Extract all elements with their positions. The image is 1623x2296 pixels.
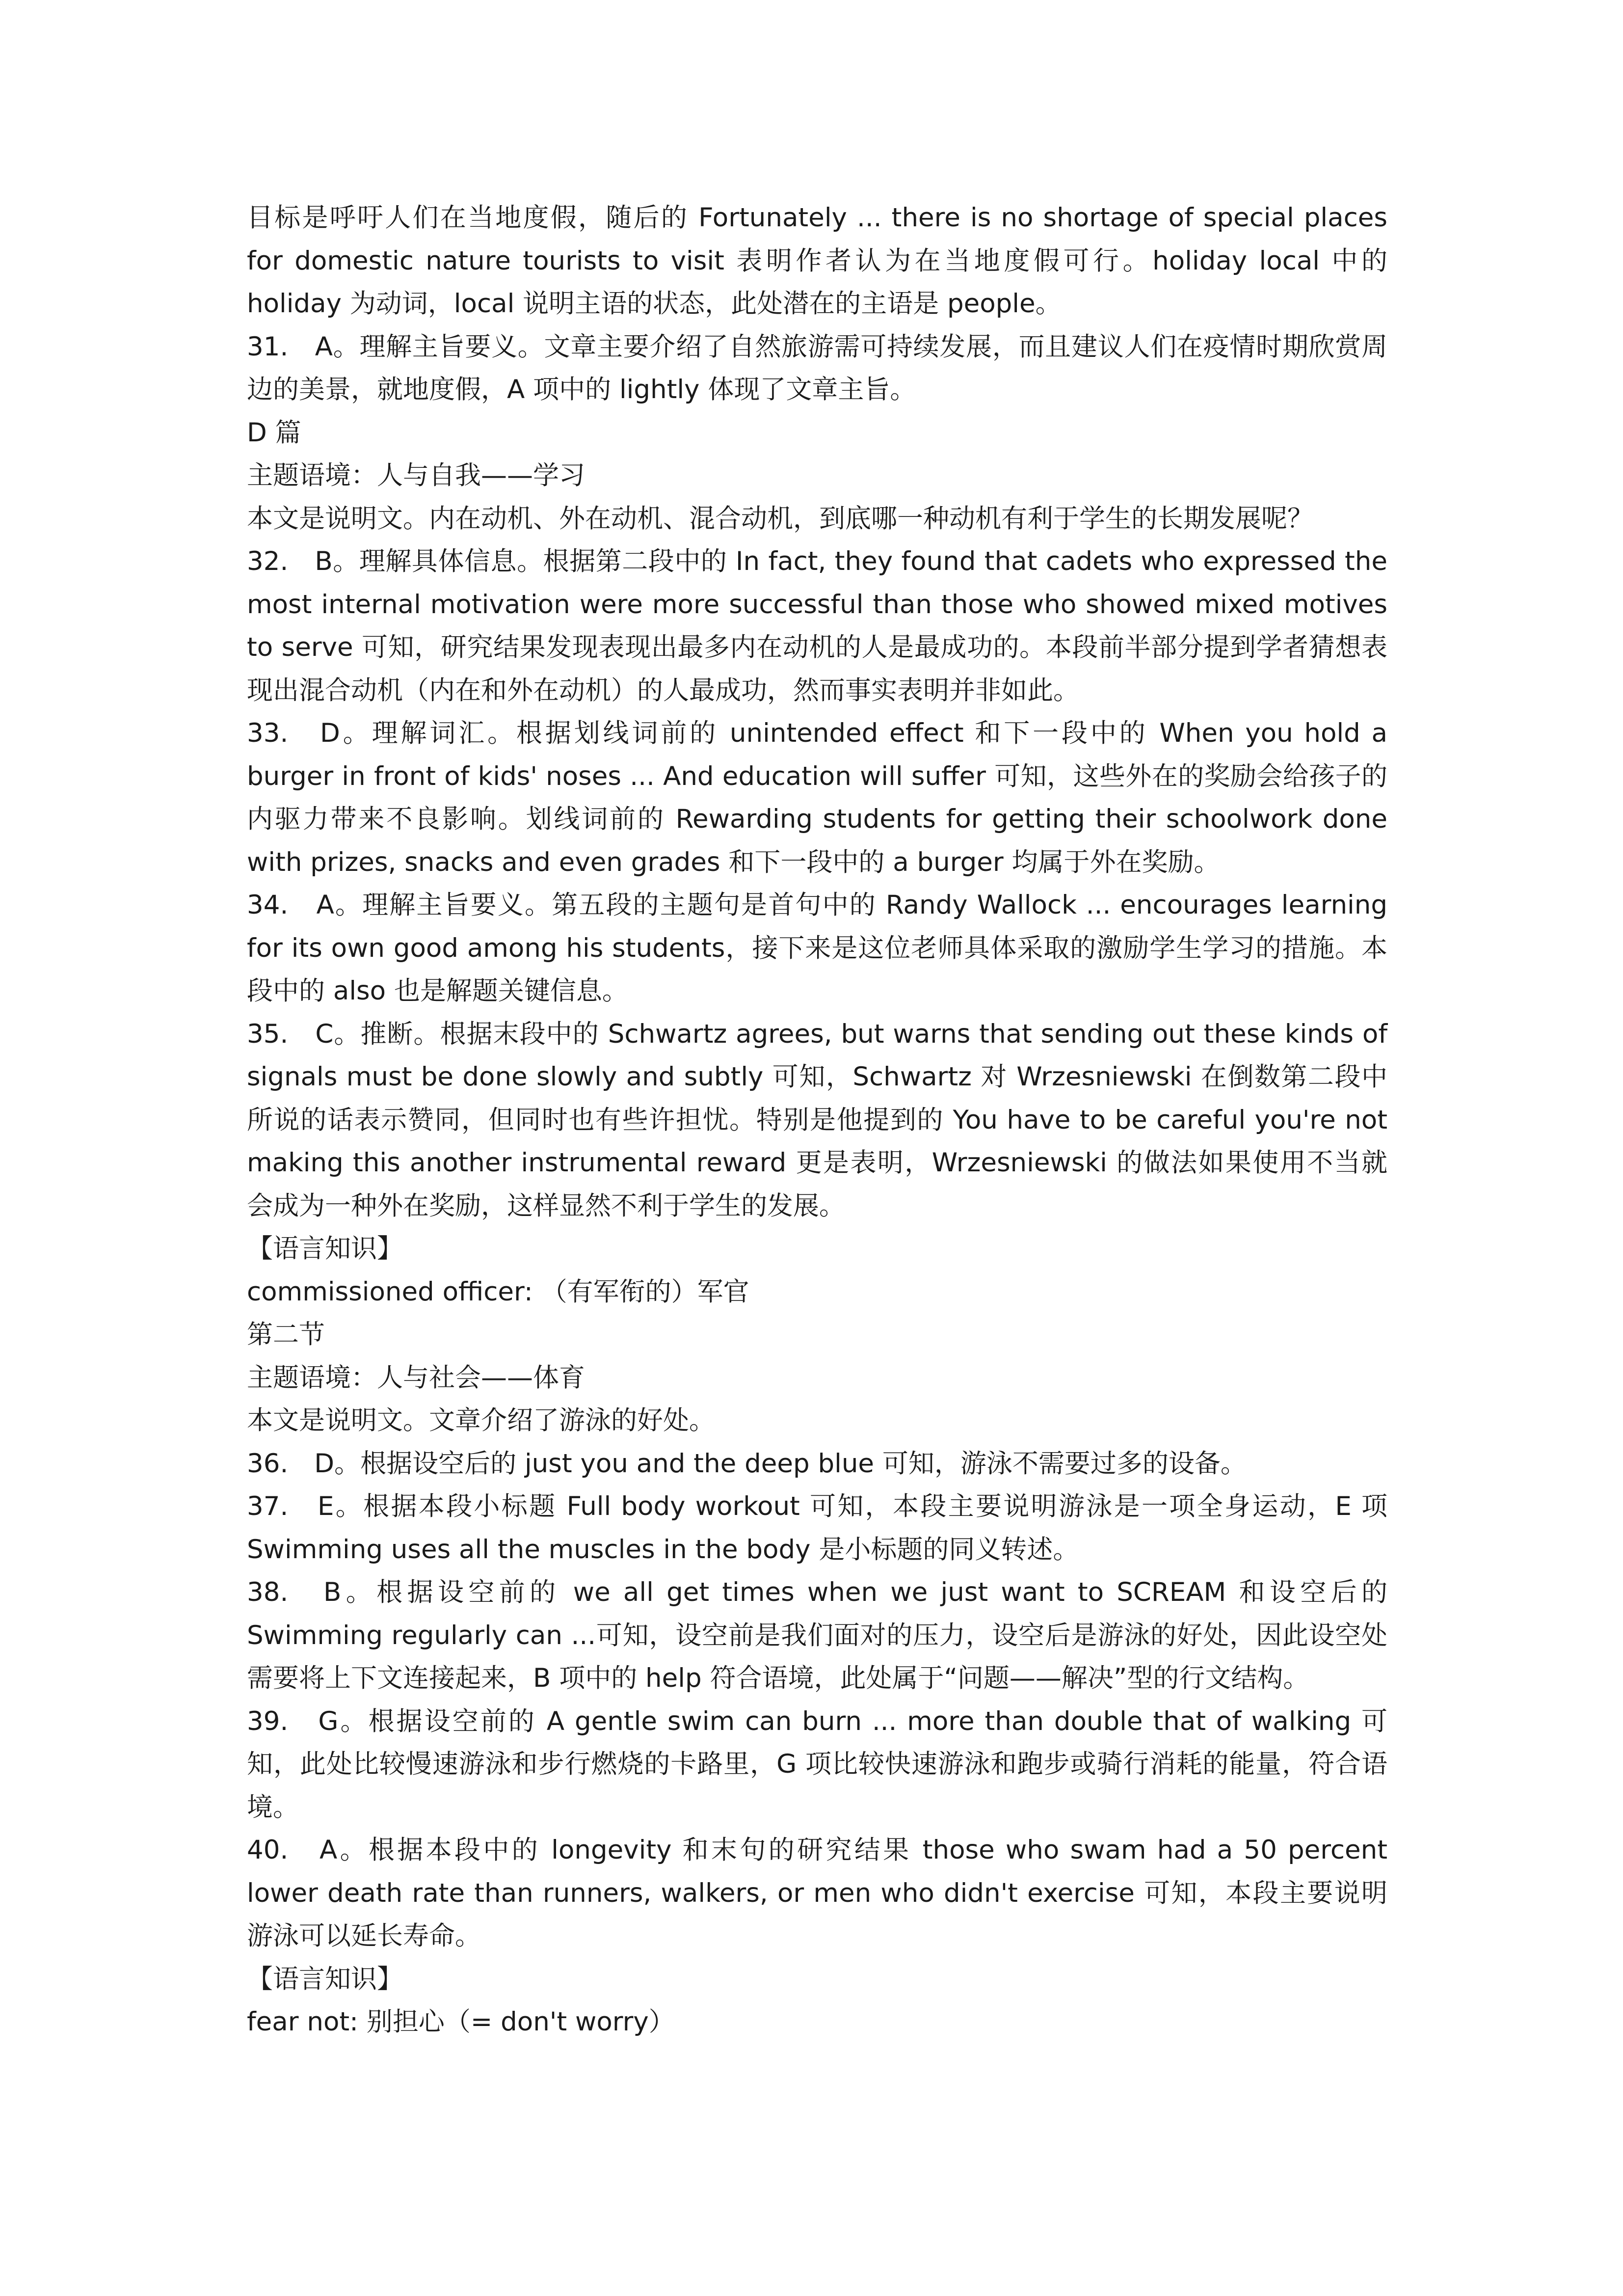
answer-35: 35. C。推断。根据末段中的 Schwartz agrees, but warns that sending out these kinds of signals must be done slowly and subtly 可知，Schwartz 对 Wrzesniewski 在倒数第二段中所说的话表示赞同，但同时也有些许担忧。特别是他提到的 You have to be careful you're not making this another instrumental reward 更是表明，Wrzesniewski 的做法如果使用不当就会成为一种外在奖励，这样显然不利于学生的发展。 [247, 1019, 1387, 1221]
passage-d-summary: 本文是说明文。内在动机、外在动机、混合动机，到底哪一种动机有利于学生的长期发展呢？ [247, 503, 1313, 534]
language-knowledge-heading: 【语言知识】 [247, 1234, 403, 1264]
section-heading-passage-d: D 篇 [247, 417, 301, 448]
section-heading-part-two: 第二节 [247, 1320, 325, 1350]
vocab-commissioned-officer: commissioned officer: （有军衔的）军官 [247, 1276, 749, 1307]
language-knowledge-heading-2: 【语言知识】 [247, 1964, 403, 1994]
document-page [247, 196, 1387, 2044]
answer-36: 36. D。根据设空后的 just you and the deep blue 可知，游泳不需要过多的设备。 [247, 1448, 1247, 1479]
vocab-fear-not: fear not: 别担心（= don't worry） [247, 2007, 675, 2037]
answer-34: 34. A。理解主旨要义。第五段的主题句是首句中的 Randy Wallock ... encourages learning for its own good among his students，接下来是这位老师具体采取的激励学生学习的措施。本段中的 also 也是解题关键信息。 [247, 890, 1387, 1006]
answer-32: 32. B。理解具体信息。根据第二段中的 In fact, they found that cadets who expressed the most internal motivation were more successful than those who showed mixed motives to serve 可知，研究结果发现表现出最多内在动机的人是最成功的。本段前半部分提到学者猜想表现出混合动机（内在和外在动机）的人最成功，然而事实表明并非如此。 [247, 546, 1387, 705]
answer-31: 31. A。理解主旨要义。文章主要介绍了自然旅游需可持续发展，而且建议人们在疫情时期欣赏周边的美景，就地度假，A 项中的 lightly 体现了文章主旨。 [247, 331, 1387, 405]
theme-context-part-two: 主题语境：人与社会——体育 [247, 1362, 585, 1393]
answer-40: 40. A。根据本段中的 longevity 和末句的研究结果 those who swam had a 50 percent lower death rate than runners, walkers, or men who didn't exercise 可知，本段主要说明游泳可以延长寿命。 [247, 1835, 1387, 1951]
part-two-summary: 本文是说明文。文章介绍了游泳的好处。 [247, 1405, 715, 1435]
theme-context-d: 主题语境：人与自我——学习 [247, 460, 585, 490]
passage-c-q30-continuation: 目标是呼吁人们在当地度假，随后的 Fortunately ... there is no shortage of special places for domestic nature tourists to visit 表明作者认为在当地度假可行。holiday local 中的 holiday 为动词，local 说明主语的状态，此处潜在的主语是 people。 [247, 203, 1387, 319]
answer-39: 39. G。根据设空前的 A gentle swim can burn ... more than double that of walking 可知，此处比较慢速游泳和步行燃烧的卡路里，G 项比较快速游泳和跑步或骑行消耗的能量，符合语境。 [247, 1706, 1387, 1822]
answer-38: 38. B。根据设空前的 we all get times when we just want to SCREAM 和设空后的 Swimming regularly can ...可知，设空前是我们面对的压力，设空后是游泳的好处，因此设空处需要将上下文连接起来，B 项中的 help 符合语境，此处属于“问题——解决”型的行文结构。 [247, 1577, 1387, 1693]
answer-33: 33. D。理解词汇。根据划线词前的 unintended effect 和下一段中的 When you hold a burger in front of kids' noses ... And education will suffer 可知，这些外在的奖励会给孩子的内驱力带来不良影响。划线词前的 Rewarding students for getting their schoolwork done with prizes, snacks and even grades 和下一段中的 a burger 均属于外在奖励。 [247, 718, 1387, 877]
answer-37: 37. E。根据本段小标题 Full body workout 可知，本段主要说明游泳是一项全身运动，E 项 Swimming uses all the muscles in the body 是小标题的同义转述。 [247, 1491, 1387, 1565]
